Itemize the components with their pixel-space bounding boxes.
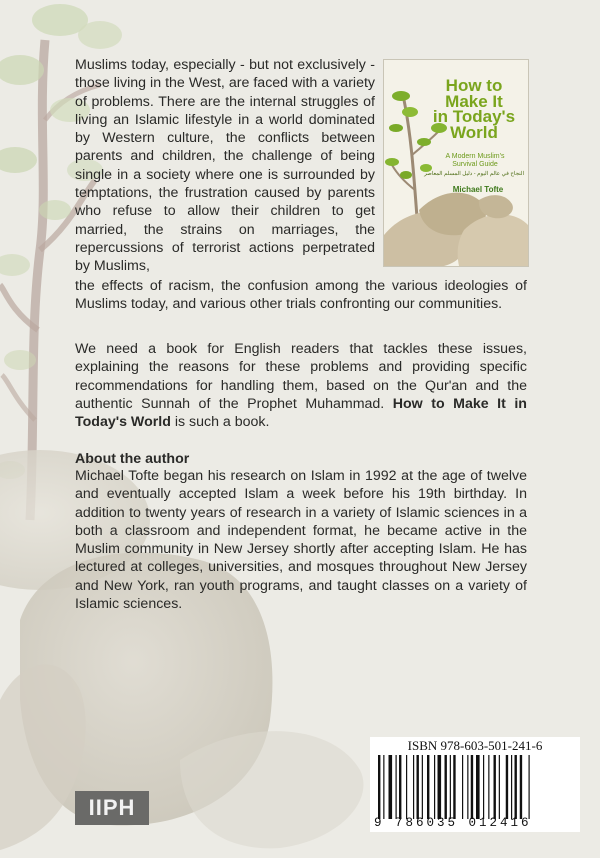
cover-title-line1: How to (445, 76, 503, 95)
cover-subtitle: A Modern Muslim's Survival Guide (445, 153, 505, 168)
barcode-bar (434, 755, 435, 819)
barcode-bar (438, 755, 442, 819)
blurb-intro-part1: Muslims today, especially - but not exclusively - those living in the West, are faced with a variety of problems. There are the internal struggles of living an Islamic lifestyle in a world dominated by Western culture, the conflicts between parents and children, the challenge of being single in a society where one is surrounded by temptations, the frustration caused by parents who refuse to allow their children to get married, the strains on marriages, the repercussions of terrorist actions perpetrated by Muslims, (75, 57, 375, 275)
barcode-bar (506, 755, 508, 819)
blurb-intro-part2: the effects of racism, the confusion among the various ideologies of Muslims today, and various other trials confronting our communities. (75, 278, 527, 313)
barcode-bar (529, 755, 530, 819)
barcode-bar (483, 755, 484, 819)
cover-title-line3: in Today's (432, 107, 516, 126)
isbn-label: ISBN 978-603-501-241-6 (407, 738, 543, 753)
publisher-logo: IIPH (75, 791, 149, 825)
barcode-bar (396, 755, 397, 819)
barcode-bar (406, 755, 407, 819)
barcode-bar (471, 755, 473, 819)
book-title-emphasis: How to Make It in Today's World (75, 395, 527, 431)
barcode-bar (467, 755, 468, 819)
barcode-bar (488, 755, 489, 819)
about-author-text: Michael Tofte began his research on Islam in 1992 at the age of twelve and eventually accepted Islam a week before his 19th birthday. In addition to twenty years of research in a variety of Islamic sciences in a both a classroom and independent format, he became active in the Muslim community in New Jersey shortly after accepting Islam. He has lectured at colleges, universities, and mosques throughout New Jersey and New York, ran youth programs, and taught classes on a variety of Islamic sciences. (75, 468, 527, 613)
blurb-need-paragraph (75, 340, 527, 431)
barcode-bar (445, 755, 447, 819)
barcode-bar (413, 755, 414, 819)
barcode-bar (450, 755, 451, 819)
cover-arabic-title: النجاح في عالم اليوم - دليل المسلم المعاصر (424, 171, 524, 177)
need-suffix: is such a book. (174, 414, 270, 431)
barcode-bar (520, 755, 522, 819)
front-cover-thumbnail (383, 59, 529, 267)
cover-title-line4: World (450, 122, 498, 142)
barcode-bar (499, 755, 500, 819)
barcode-bar (453, 755, 455, 819)
isbn-barcode (370, 737, 580, 832)
barcode-bar (378, 755, 380, 819)
cover-title (424, 78, 524, 140)
barcode-bar (399, 755, 401, 819)
cover-title-line2: Make It (445, 91, 503, 111)
about-author-heading: About the author (75, 451, 190, 467)
need-text: We need a book for English readers that tackles these issues, explaining the reasons for these problems and providing specific recommendations for handling them, based on the Qur'an and the authentic Sunnah of the Prophet Muhammad. (75, 341, 527, 412)
barcode-bar (422, 755, 423, 819)
barcode-digits: 9 786035 012416 (374, 816, 532, 830)
barcode-bar (389, 755, 393, 819)
cover-author: Michael Tofte (452, 185, 504, 194)
barcode-bar (417, 755, 419, 819)
barcode-bar (462, 755, 463, 819)
barcode-bar (515, 755, 517, 819)
barcode-bar (476, 755, 480, 819)
barcode-bar (427, 755, 429, 819)
barcode-bars (376, 755, 574, 819)
barcode-bar (383, 755, 384, 819)
barcode-bar (494, 755, 496, 819)
barcode-bar (511, 755, 512, 819)
